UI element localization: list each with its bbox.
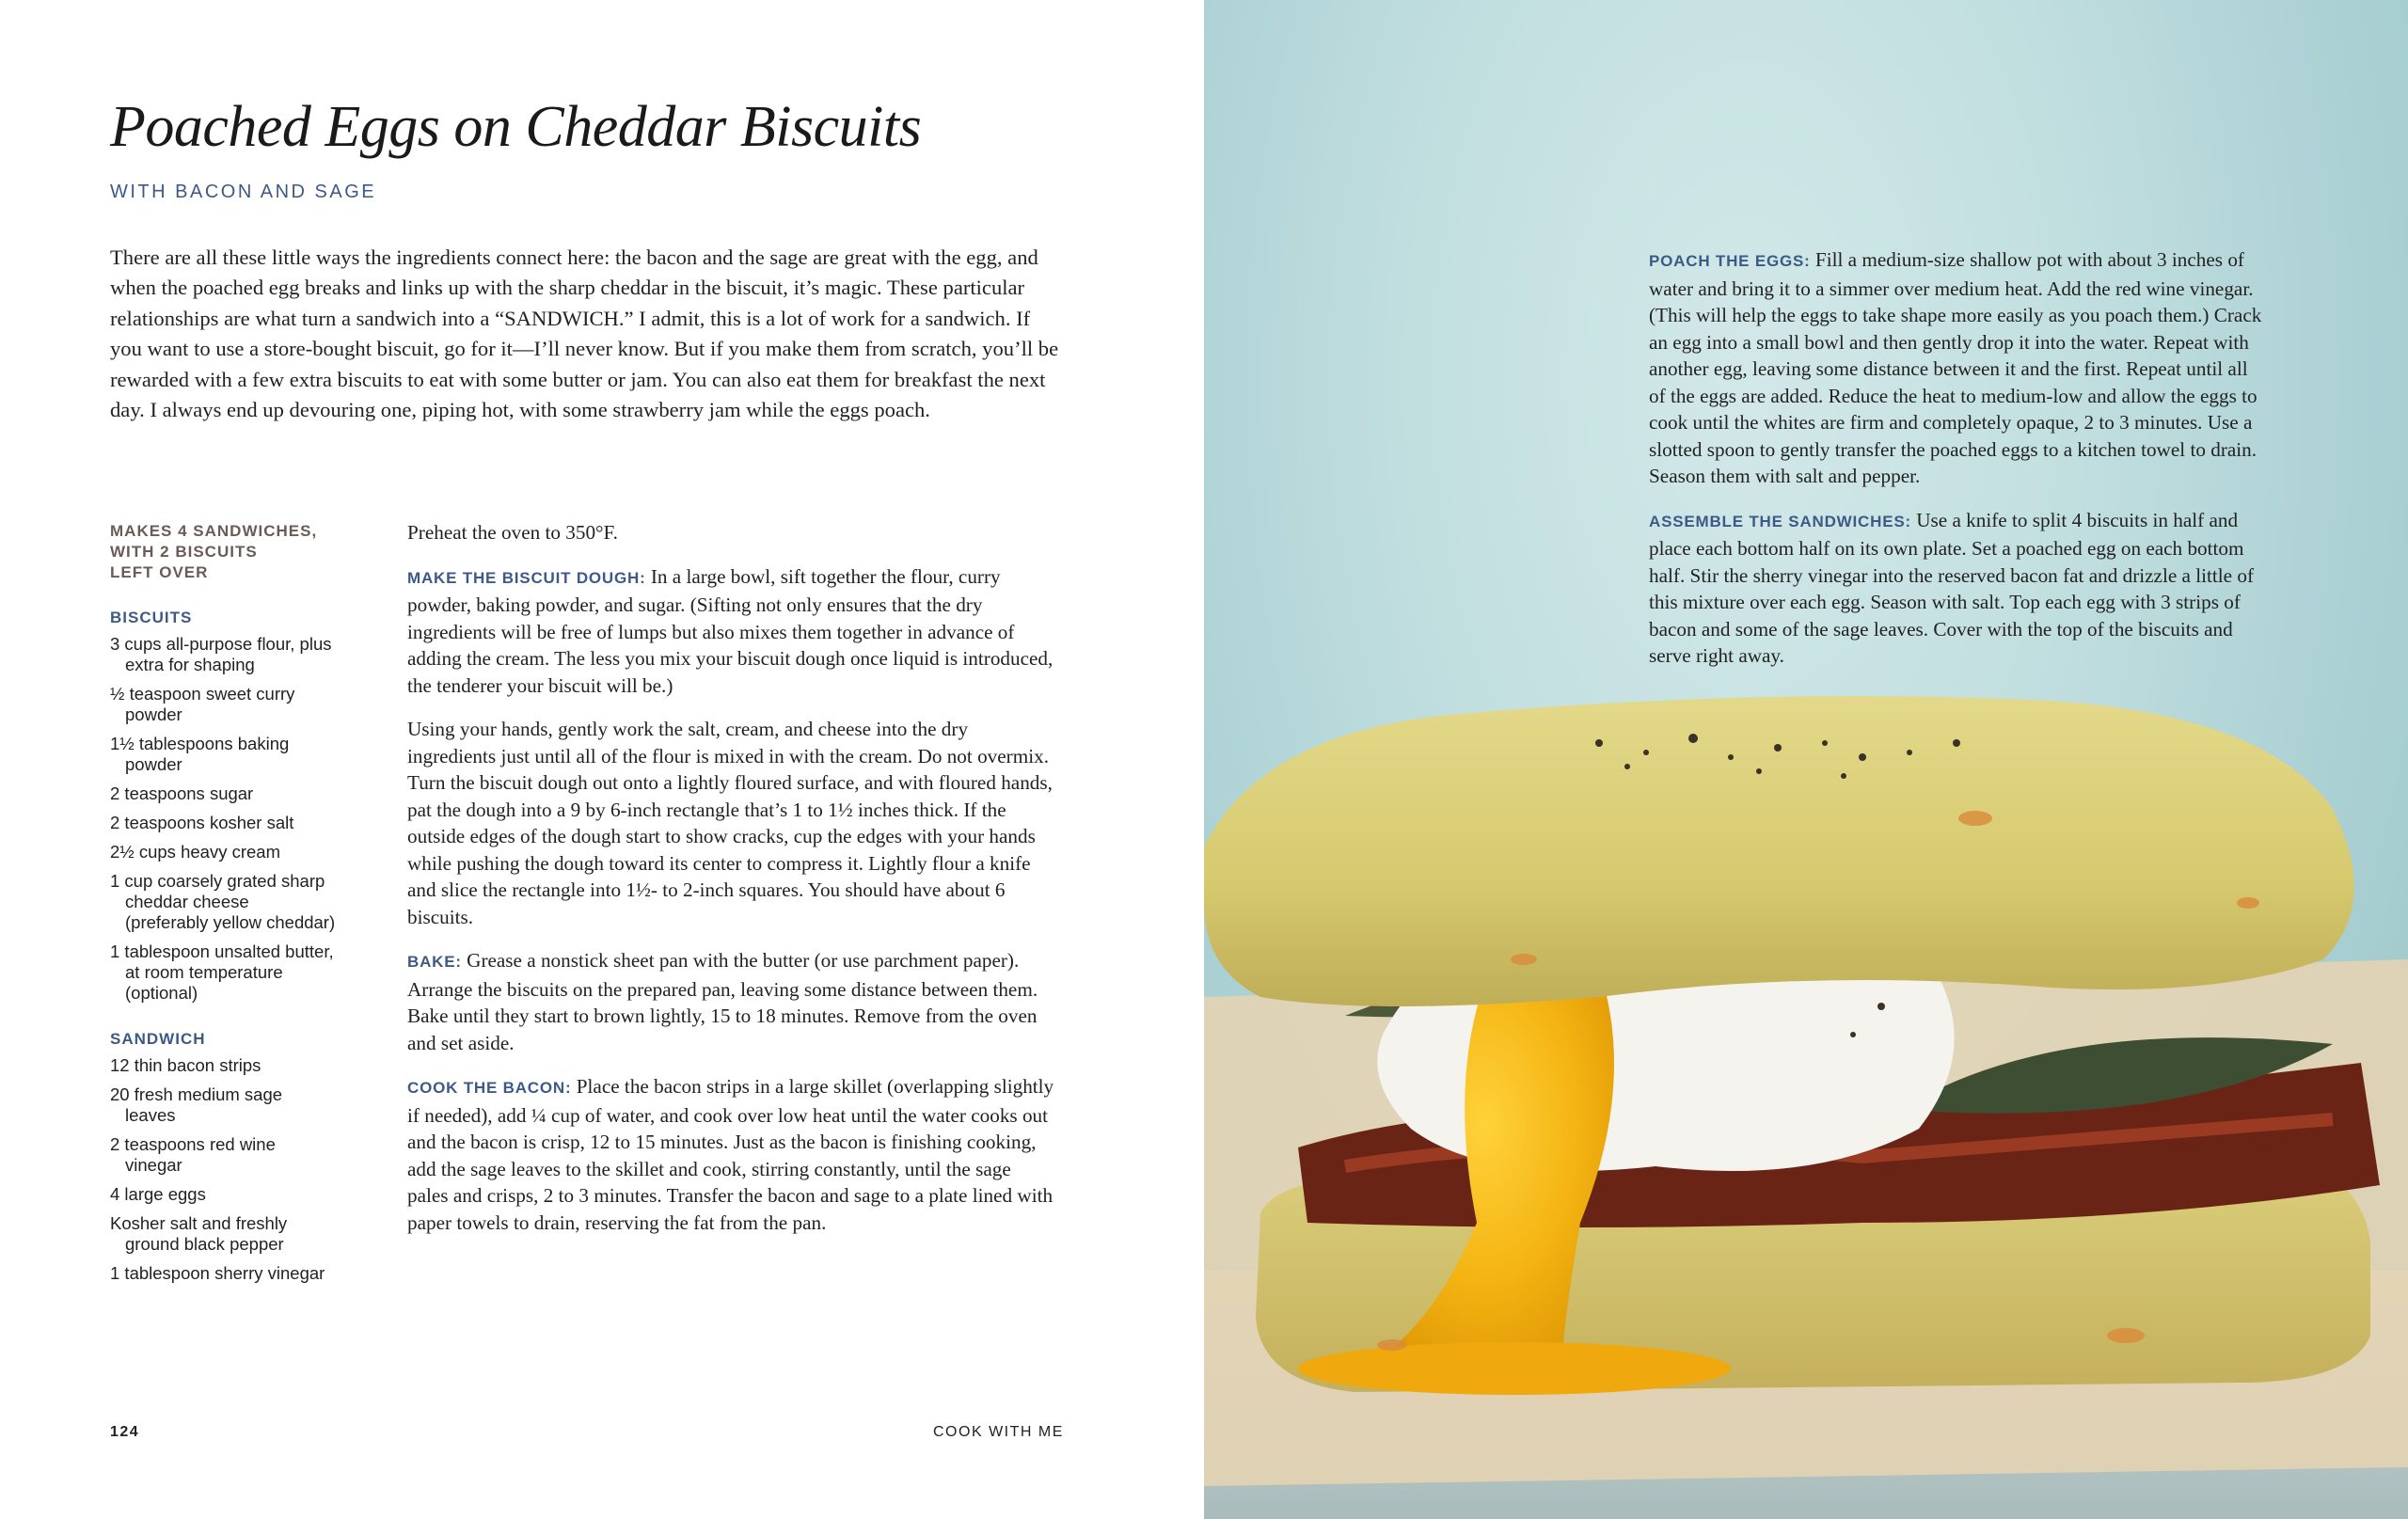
ingredient-item: 2 teaspoons kosher salt (110, 813, 294, 832)
yolk-pool (1298, 1342, 1731, 1395)
ingredient-item: ½ teaspoon sweet curry powder (110, 684, 295, 724)
step-heading: MAKE THE BISCUIT DOUGH: (407, 568, 646, 587)
running-head: COOK WITH ME (933, 1424, 1064, 1440)
biscuits-heading: BISCUITS (110, 609, 193, 626)
sandwich-photo (1204, 0, 2408, 1519)
preheat-step: Preheat the oven to 350°F. (407, 521, 618, 544)
yield-note (110, 521, 336, 583)
biscuits-ingredient-list (110, 634, 336, 1004)
yield-line: LEFT OVER (110, 563, 209, 581)
method-column-continued (1649, 246, 2265, 687)
ingredient-item: 3 cups all-purpose flour, plus extra for shaping (110, 634, 332, 674)
step-text: Place the bacon strips in a large skillet (overlapping slightly if needed), add ¼ cup of water, and cook over low heat until the water cooks out and the bacon is crisp, 12 to 15 minutes. Just as the bacon is finishing cooking, add the sage leaves to the skillet and cook, stirring constantly, until the sage pales and crisps, 2 to 3 minutes. Transfer the bacon and sage to a plate lined with paper towels to drain, reserving the fat from the pan. (407, 1075, 1054, 1234)
ingredients-sidebar (110, 521, 336, 1292)
assemble-step (1649, 507, 2265, 670)
ingredient-item: 1½ tablespoons baking powder (110, 734, 290, 774)
shaping-step: Using your hands, gently work the salt, cream, and cheese into the dry ingredients just until all of the flour is mixed in with the cream. Do not overmix. Turn the biscuit dough out onto a lightly floured surface, and with floured hands, pat the dough into a 9 by 6-inch rectangle that’s 1 to 1½ inches thick. If the outside edges of the dough start to show cracks, cup the edges with your hands while pushing the dough toward its center to compress it. Lightly flour a knife and slice the rectangle into 1½- to 2-inch squares. You should have about 6 biscuits. (407, 718, 1053, 928)
recipe-title: Poached Eggs on Cheddar Biscuits (110, 95, 922, 159)
ingredient-item: 2 teaspoons red wine vinegar (110, 1134, 276, 1175)
yield-line: MAKES 4 SANDWICHES, (110, 522, 318, 540)
step-text: In a large bowl, sift together the flour, curry powder, baking powder, and sugar. (Sifting not only ensures that the dry ingredients will be free of lumps but also mixes them together in advance of adding the cream. The less you mix your biscuit dough once liquid is introduced, the tenderer your biscuit will be.) (407, 564, 1054, 697)
ingredient-item: 2½ cups heavy cream (110, 842, 280, 862)
step-text: Fill a medium-size shallow pot with about 3 inches of water and bring it to a simmer over medium heat. Add the red wine vinegar. (This will help the eggs to take shape more easily as you poach them.) Crack an egg into a small bowl and then gently drop it into the water. Repeat with another egg, leaving some distance between it and the first. Repeat until all of the eggs are added. Reduce the heat to medium-low and allow the eggs to cook until the whites are firm and completely opaque, 2 to 3 minutes. Use a slotted spoon to gently transfer the poached eggs to a kitchen towel to drain. Season them with salt and pepper. (1649, 248, 2262, 487)
ingredient-item: 2 teaspoons sugar (110, 783, 254, 803)
yield-line: WITH 2 BISCUITS (110, 543, 258, 561)
ingredient-item: 20 fresh medium sage leaves (110, 1084, 283, 1125)
ingredient-item: 1 cup coarsely grated sharp cheddar cheese (preferably yellow cheddar) (110, 871, 336, 932)
step-heading: COOK THE BACON: (407, 1079, 572, 1097)
top-biscuit (1204, 696, 2354, 1006)
ingredient-item: 4 large eggs (110, 1184, 206, 1204)
intro-paragraph: There are all these little ways the ingredients connect here: the bacon and the sage are great with the egg, and when the poached egg breaks and links up with the sharp cheddar in the biscuit, it’s magic. These particular relationships are what turn a sandwich into a “SANDWICH.” I admit, this is a lot of work for a sandwich. If you want to use a store-bought biscuit, go for it—I’ll never know. But if you make them from scratch, you’ll be rewarded with a few extra biscuits to eat with some butter or jam. You can also eat them for breakfast the next day. I always end up devouring one, piping hot, with some strawberry jam while the eggs poach. (110, 245, 1059, 422)
sandwich-ingredient-list (110, 1055, 336, 1284)
step-text: Use a knife to split 4 biscuits in half and place each bottom half on its own plate. Set a poached egg on each bottom half. Stir the sherry vinegar into the reserved bacon fat and drizzle a little of this mixture over each egg. Season with salt. Top each egg with 3 strips of bacon and some of the sage leaves. Cover with the top of the biscuits and serve right away. (1649, 508, 2255, 667)
page-number: 124 (110, 1424, 140, 1440)
bacon-step (407, 1073, 1056, 1236)
ingredient-item: 1 tablespoon unsalted butter, at room temperature (optional) (110, 941, 334, 1003)
step-heading: POACH THE EGGS: (1649, 252, 1811, 270)
bake-step (407, 947, 1056, 1056)
ingredient-item: Kosher salt and freshly ground black pepper (110, 1213, 288, 1254)
ingredient-item: 12 thin bacon strips (110, 1055, 261, 1075)
method-column (407, 519, 1056, 1253)
step-heading: BAKE: (407, 953, 462, 971)
step-text: Grease a nonstick sheet pan with the butter (or use parchment paper). Arrange the biscuits on the prepared pan, leaving some distance between them. Bake until they start to brown lightly, 15 to 18 minutes. Remove from the oven and set aside. (407, 949, 1038, 1054)
step-heading: ASSEMBLE THE SANDWICHES: (1649, 512, 1911, 530)
dough-step (407, 563, 1056, 700)
ingredient-item: 1 tablespoon sherry vinegar (110, 1263, 325, 1283)
recipe-subtitle: WITH BACON AND SAGE (110, 182, 377, 202)
poach-step (1649, 246, 2265, 490)
right-page (1204, 0, 2408, 1519)
sandwich-heading: SANDWICH (110, 1030, 206, 1048)
